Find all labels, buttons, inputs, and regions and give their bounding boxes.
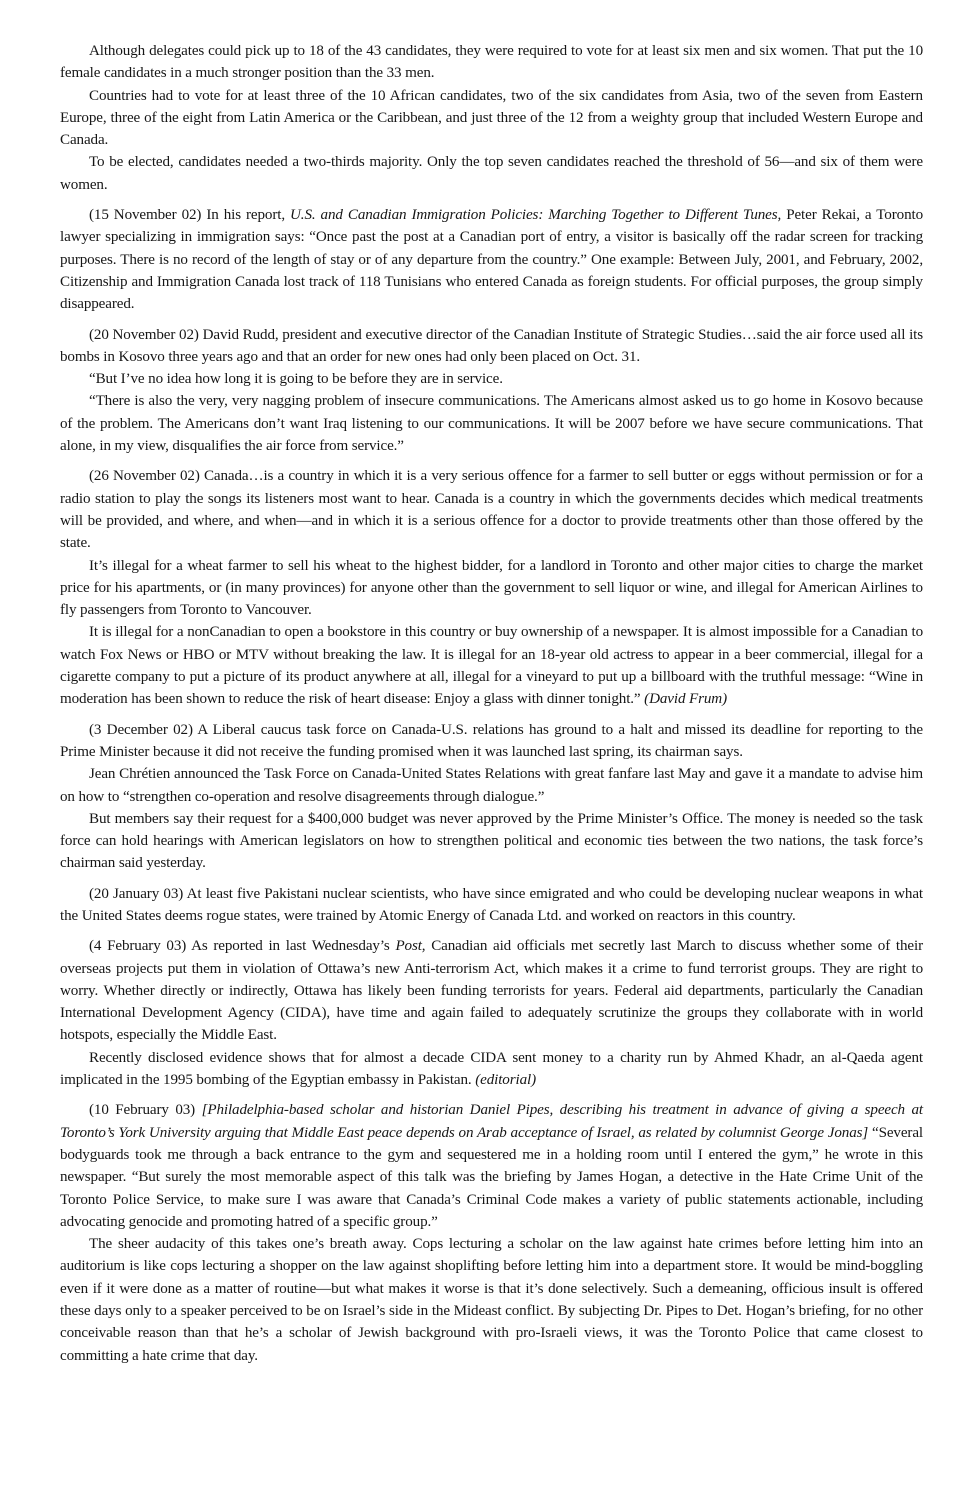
entry-date: (15 November 02) [89,207,202,224]
paragraph: Although delegates could pick up to 18 of the 43 candidates, they were required to vote for at least six men and six women. That put the 10 female candidates in a much stronger position than the 33 men. [60,43,923,82]
paragraph-text: David Rudd, president and executive director of the Canadian Institute of Strategic Studies…said the air force used all its bombs in Kosovo three years ago and that an order for new ones had only been placed on Oct. 31. [60,326,923,365]
paragraph-text: At least five Pakistani nuclear scientists, who have since emigrated and who could be developing nuclear weapons in what the United States deems rogue states, were trained by Atomic Energy of Canada Ltd. and worked on reactors in this country. [60,885,923,924]
paragraph [60,204,923,315]
paragraph: To be elected, candidates needed a two-thirds majority. Only the top seven candidates reached the threshold of 56—and six of them were women. [60,154,923,193]
entry-26-november-02 [60,465,923,710]
paragraph-text: Canada…is a country in which it is a very serious offence for a farmer to sell butter or eggs without permission or for a radio station to play the songs its listeners most want to hear. Canada is a country in which the governments decides which medical treatments will be provided, and where, and when—and in which it is a serious offence for a doctor to provide treatments other than those offered by the state. [60,468,923,552]
entry-date: (4 February 03) [89,938,187,955]
paragraph-text: Recently disclosed evidence shows that for almost a decade CIDA sent money to a charity run by Ahmed Khadr, an al-Qaeda agent implicated in the 1995 bombing of the Egyptian embassy in Pakistan. [60,1049,923,1089]
paragraph: Jean Chrétien announced the Task Force on Canada-United States Relations with great fanfare last May and gave it a mandate to advise him on how to “strengthen co-operation and resolve disagreements through dialogue.” [60,766,923,805]
paragraph-lead: As reported in last Wednesday’s [186,938,396,955]
paragraph [60,621,923,710]
entry-date: (20 November 02) [89,326,199,343]
section-election [60,40,923,196]
entry-date: (3 December 02) [89,721,193,738]
paragraph [60,935,923,1046]
paragraph: “There is also the very, very nagging problem of insecure communications. The Americans almost asked us to go home in Kosovo because of the problem. The Americans don’t want Iraq listening to our communications. It will be 2007 before we have secure communications. That alone, in my view, disqualifies the air force from service.” [60,393,923,455]
paragraph [60,324,923,369]
entry-20-november-02 [60,324,923,458]
paragraph-text: It is illegal for a nonCanadian to open a bookstore in this country or buy ownership of a newspaper. It is almost impossible for a Canadian to watch Fox News or HBO or MTV without breaking the law. It is illegal for an 18-year old actress to appear in a beer commercial, illegal for a cigarette company to put a picture of its product anywhere at all, illegal for a vineyard to put up a billboard with the truthful message: “Wine in moderation has been shown to reduce the risk of heart disease: Enjoy a glass with dinner tonight.” [60,624,923,708]
entry-10-february-03 [60,1099,923,1367]
paragraph-text: “Several bodyguards took me through a back entrance to the gym and sequestered me in a holding room until I entered the gym,” he wrote in this newspaper. “But surely the most memorable aspect of this talk was the briefing by James Hogan, a detective in the Hate Crime Unit of the Toronto Police Service, to make sure I was aware that Canada’s Criminal Code makes a variety of public statements actionable, including advocating genocide and promoting hatred of a specific group.” [60,1124,923,1230]
paragraph [60,1099,923,1233]
entry-15-november-02 [60,204,923,315]
paragraph-lead: In his report, [201,207,291,224]
paragraph: “But I’ve no idea how long it is going to be before they are in service. [89,371,503,388]
attribution: (editorial) [475,1072,536,1089]
publication-name: Post, [395,938,426,955]
paragraph [60,883,923,928]
paragraph: It’s illegal for a wheat farmer to sell his wheat to the highest bidder, for a landlord in Toronto and other major cities to charge the market price for his apartments, or (in many provinces) for anyone other than the government to sell liquor or wine, and illegal for American Airlines to fly passengers from Toronto to Vancouver. [60,557,923,619]
paragraph: Countries had to vote for at least three of the 10 African candidates, two of the six candidates from Asia, two of the seven from Eastern Europe, three of the eight from Latin America or the Caribbean, and just three of the 12 from a weighty group that included Western Europe and Canada. [60,87,923,149]
paragraph [60,465,923,554]
paragraph-text: Peter Rekai, a Toronto lawyer specializing in immigration says: “Once past the post at a Canadian port of entry, a visitor is basically off the radar screen for tracking purposes. There is no record of the length of stay or of any departure from the country.” One example: Between July, 2001, and February, 2002, Citizenship and Immigration Canada lost track of 118 Tunisians who entered Canada as foreign students. For official purposes, the group simply disappeared. [60,207,923,313]
paragraph: The sheer audacity of this takes one’s breath away. Cops lecturing a scholar on the law against hate crimes before letting him into an auditorium is like cops lecturing a shopper on the law against shoplifting before letting him into a department store. It would be mind-boggling even if it were done as a matter of routine—but what makes it worse is that it’s done selectively. Such a demeaning, officious insult is offered these days only to a speaker perceived to be on Israel’s side in the Mideast conflict. By subjecting Dr. Pipes to Det. Hogan’s briefing, for no other conceivable reason than that he’s a scholar of Jewish background with pro-Israeli views, it was the Toronto Police that came closest to committing a hate crime that day. [60,1236,923,1364]
editor-note: [Philadelphia-based scholar and historian Daniel Pipes, describing his treatment in advance of giving a speech at Toronto’s York University arguing that Middle East peace depends on Arab acceptance of Israel, as related by columnist George Jonas] [60,1102,924,1141]
paragraph: But members say their request for a $400,000 budget was never approved by the Prime Minister’s Office. The money is needed so the task force can hold hearings with American legislators on how to strengthen political and economic ties between the two nations, the task force’s chairman said yesterday. [60,810,923,872]
report-title: U.S. and Canadian Immigration Policies: Marching Together to Different Tunes, [290,207,782,224]
paragraph-text: A Liberal caucus task force on Canada-U.S. relations has ground to a halt and missed its deadline for reporting to the Prime Minister because it did not receive the funding promised when it was launched last spring, its chairman says. [60,721,924,760]
entry-20-january-03 [60,883,923,928]
paragraph [60,719,923,764]
entry-3-december-02 [60,719,923,875]
entry-4-february-03 [60,935,923,1091]
attribution: (David Frum) [644,691,727,708]
paragraph [60,1047,923,1092]
entry-date: (10 February 03) [89,1102,196,1119]
entry-date: (20 January 03) [89,885,184,902]
entry-date: (26 November 02) [89,468,200,485]
paragraph-text: Canadian aid officials met secretly last March to discuss whether some of their overseas projects put them in violation of Ottawa’s new Anti-terrorism Act, which makes it a crime to fund terrorist groups. They are right to worry. Whether directly or indirectly, Ottawa has likely been funding terrorists for years. Federal aid departments, particularly the Canadian International Development Agency (CIDA), have time and again failed to adequately scrutinize the groups they collaborate with in world hotspots, especially the Middle East. [60,938,923,1044]
document-body [60,40,923,1375]
